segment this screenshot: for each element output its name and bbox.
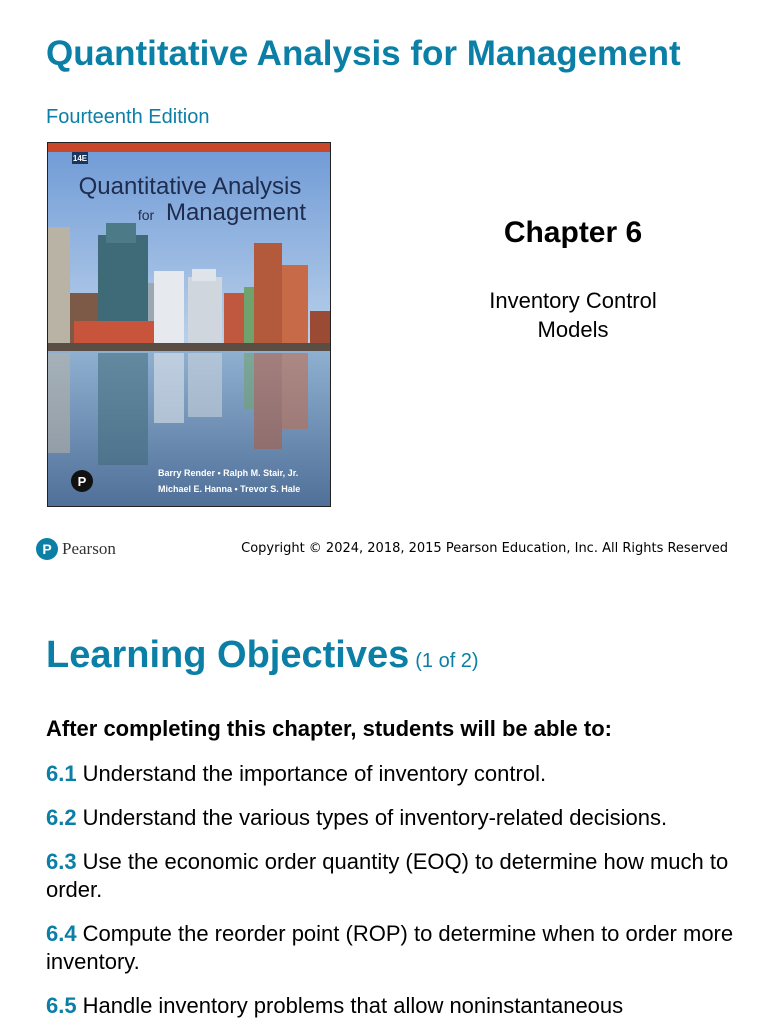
book-cover-image	[47, 142, 331, 507]
list-item	[46, 804, 736, 832]
cover-authors-line1: Barry Render • Ralph M. Stair, Jr.	[158, 468, 299, 478]
lo-title-suffix: (1 of 2)	[415, 650, 479, 672]
edition-label: Fourteenth Edition	[46, 106, 210, 128]
lo-intro: After completing this chapter, students will be able to:	[46, 716, 612, 741]
copyright-notice: Copyright © 2024, 2018, 2015 Pearson Education, Inc. All Rights Reserved	[241, 541, 728, 556]
list-item	[46, 760, 736, 788]
objective-number: 6.3	[46, 849, 77, 874]
cover-authors-line2: Michael E. Hanna • Trevor S. Hale	[158, 484, 301, 494]
cover-title-line2: Management	[165, 199, 307, 226]
objectives-list	[46, 760, 736, 1036]
objective-text: Use the economic order quantity (EOQ) to determine how much to order.	[46, 849, 729, 902]
chapter-title: Inventory Control Models	[489, 288, 657, 342]
list-item	[46, 992, 736, 1020]
cover-badge-text: 14E	[72, 154, 88, 163]
list-item	[46, 920, 736, 976]
cover-title-for: for	[137, 207, 155, 223]
chapter-number: Chapter 6	[503, 216, 643, 249]
logo-mark: P	[42, 541, 52, 557]
objective-text: Handle inventory problems that allow noninstantaneous	[82, 993, 624, 1018]
cover-logo-mark: P	[77, 474, 87, 489]
pearson-logo-icon	[36, 538, 58, 560]
objective-number: 6.5	[46, 993, 77, 1018]
pearson-logo-text: Pearson	[62, 539, 116, 558]
pearson-logo	[36, 538, 116, 560]
slide-title: Quantitative Analysis for Management	[46, 34, 681, 73]
lo-title-text: Learning Objectives	[46, 634, 410, 676]
cover-title-line1: Quantitative Analysis	[78, 173, 302, 200]
objective-number: 6.4	[46, 921, 77, 946]
list-item	[46, 848, 736, 904]
learning-objectives-title	[46, 634, 479, 677]
objective-number: 6.2	[46, 805, 77, 830]
objective-text: Understand the various types of inventory-related decisions.	[82, 805, 668, 830]
objective-text: Compute the reorder point (ROP) to determine when to order more inventory.	[46, 921, 734, 974]
objective-number: 6.1	[46, 761, 77, 786]
objective-text: Understand the importance of inventory control.	[82, 761, 547, 786]
